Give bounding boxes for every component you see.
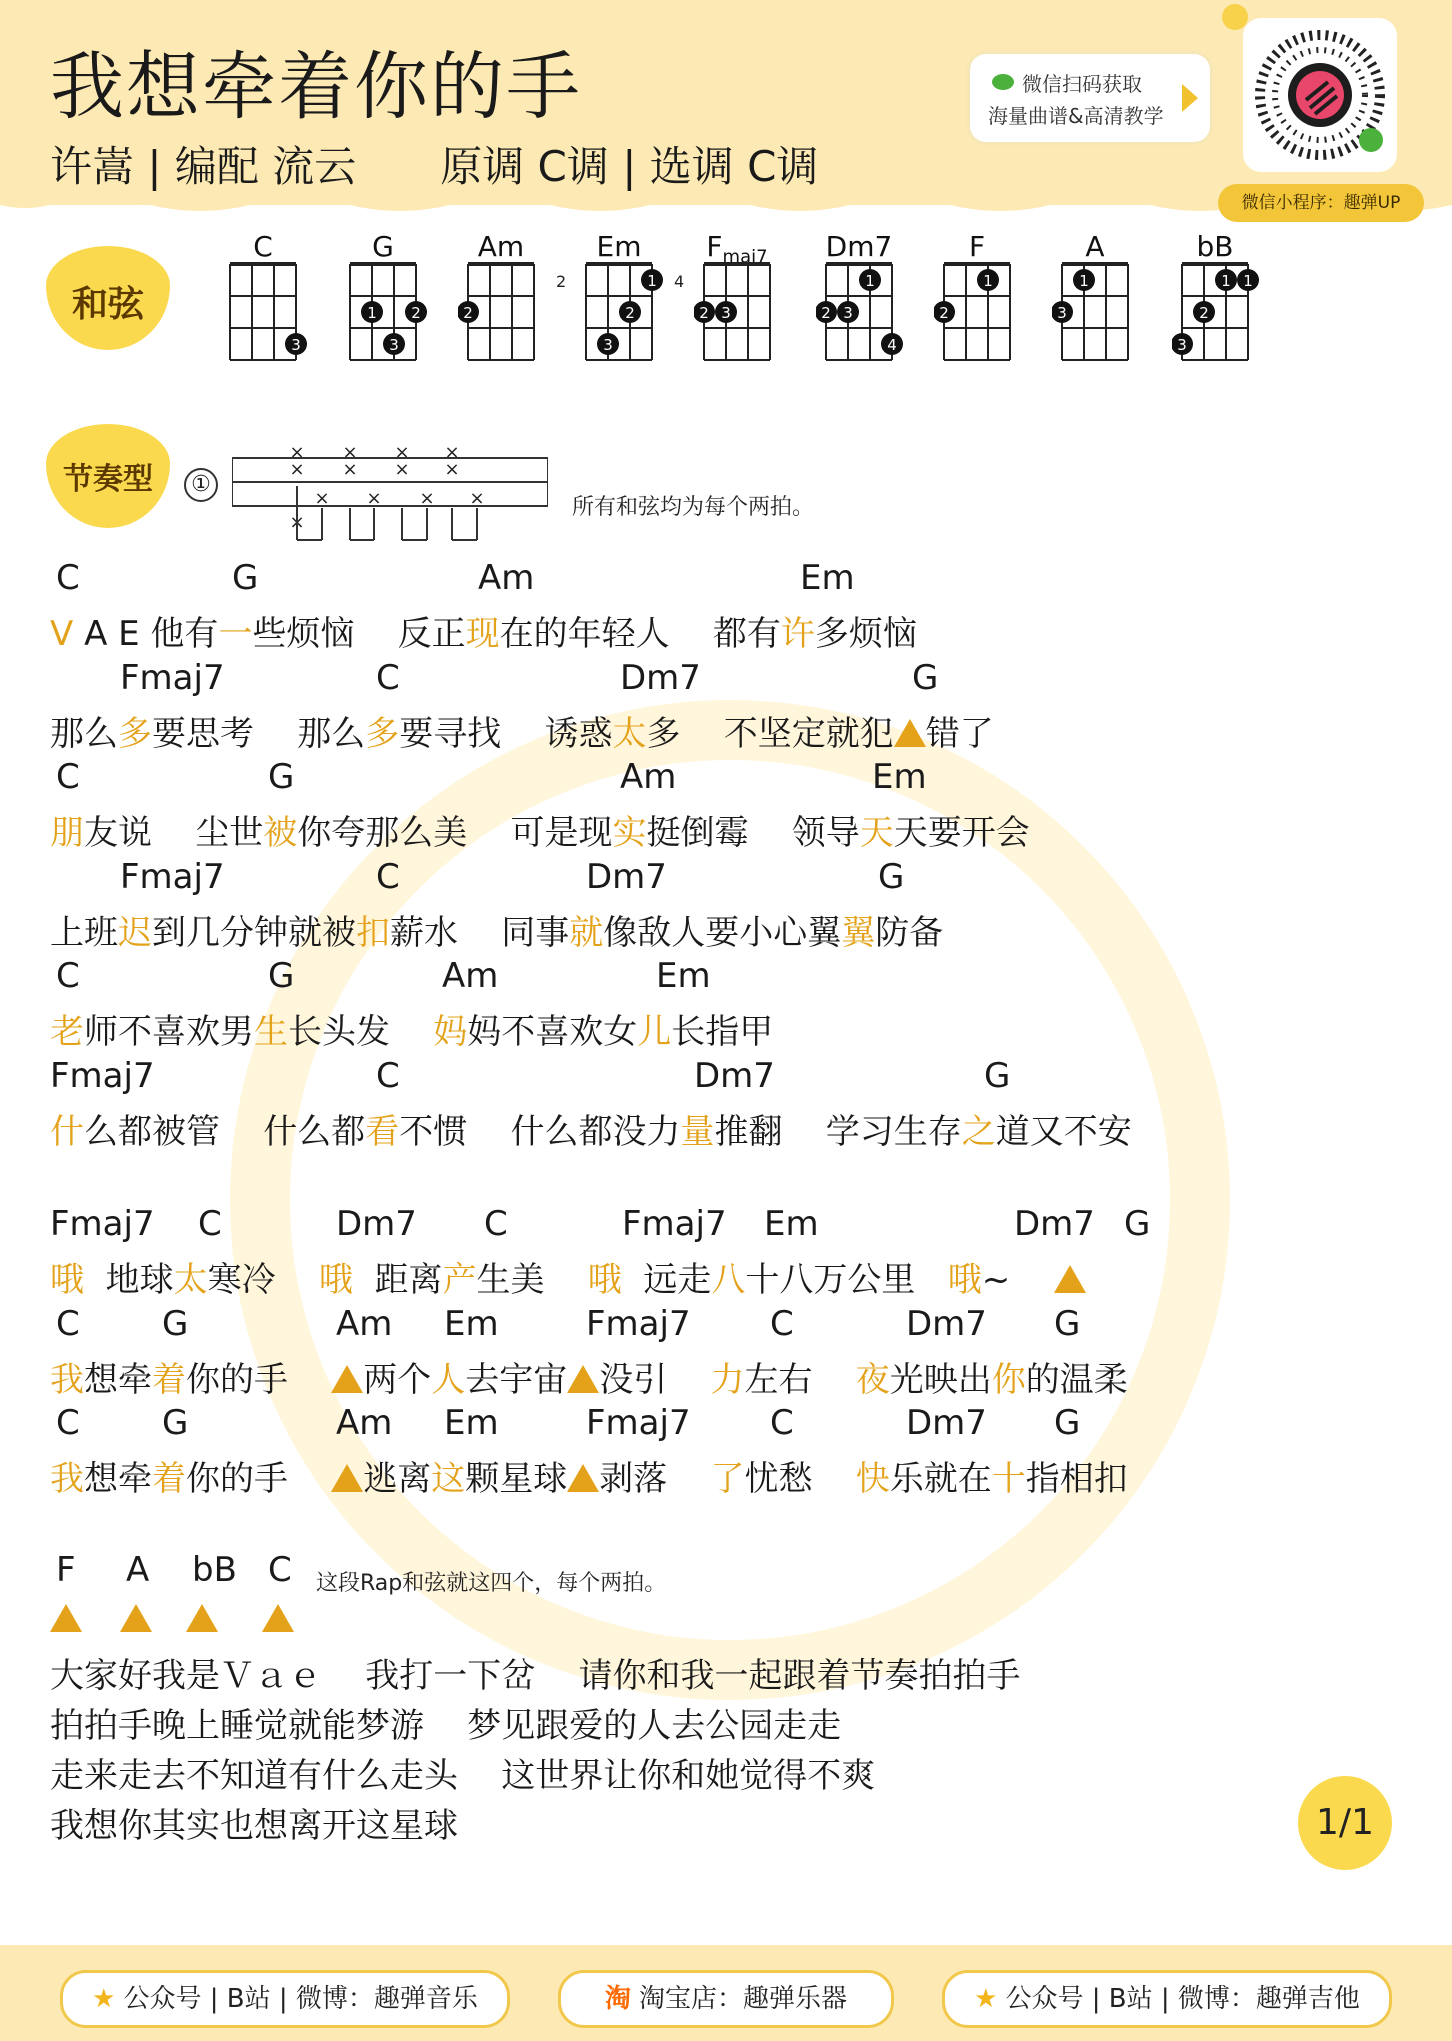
chord-symbol: Fmaj7 [50,1055,155,1096]
lyric-text: 师不喜欢男 [84,1012,254,1052]
chord-symbol: Dm7 [1014,1204,1095,1244]
lyric-accent: 翼 [841,912,876,953]
chord-badge-label: 和弦 [71,284,144,325]
lyric-accent: 你 [991,1359,1026,1400]
svg-text:1: 1 [1221,272,1231,290]
chord-symbol: Am [442,956,499,996]
footer-social-guitar[interactable] [942,1970,1392,2028]
chord-symbol: C [56,757,80,797]
chord-diagram [934,256,1034,366]
lyric-text: 你的手 [186,1459,332,1499]
lyric-accent: 被 [263,813,298,853]
svg-text:×: × [394,459,410,480]
chord-symbol: C [770,1403,794,1443]
lyric-text: 推翻 学习生存 [714,1111,962,1152]
promo-line2: 海量曲谱&高清教学 [988,104,1164,128]
lyric-text: 你的手 [186,1359,332,1400]
svg-text:2: 2 [821,304,831,322]
chord-symbol: G [162,1403,189,1443]
strum-triangle-icon [262,1604,294,1632]
chord-symbol: C [56,1303,80,1344]
lyric-accent: 扣 [356,912,390,953]
footer-social-music[interactable] [60,1970,510,2028]
lyric-text: 远走 [621,1260,712,1300]
chord-symbol: Dm7 [336,1204,417,1244]
strum-triangle-icon [50,1604,82,1632]
rap-lyric-line: 大家好我是Ｖａｅ 我打一下岔 请你和我一起跟着节奏拍拍手 [50,1656,1021,1696]
strum-triangle-icon [120,1604,152,1632]
chord-diagram [340,256,440,366]
lyric-text: 要思考 那么 [152,713,366,754]
footer-left-text: 公众号 | B站 | 微博：趣弹音乐 [123,1984,478,2014]
lyric-accent: 儿 [637,1012,672,1052]
svg-text:2: 2 [939,304,949,322]
chord-symbol: Em [444,1303,499,1344]
chord-name: G [372,230,394,263]
lyric-text: 长指甲 [671,1012,774,1052]
lyric-text: 想牵 [84,1459,152,1499]
lyric-text: A E 他有 [73,614,219,654]
lyric-accent: 八 [711,1260,746,1300]
chord-symbol: Dm7 [906,1303,987,1344]
arrow-right-icon [1182,84,1198,112]
chord-symbol: G [162,1303,189,1344]
svg-text:×: × [342,446,358,463]
rap-lyric-line: 走来走去不知道有什么走头 这世界让你和她觉得不爽 [50,1756,876,1796]
lyric-accent: 量 [680,1111,715,1152]
svg-text:3: 3 [603,336,613,354]
svg-text:×: × [366,488,382,509]
lyric-text: 么都被管 什么都 [84,1111,366,1152]
lyric-accent: 快 [855,1459,890,1499]
strum-triangle-icon [567,1365,599,1393]
lyric-accent: 现 [465,614,500,654]
svg-text:4: 4 [887,336,897,354]
star-icon: ★ [92,1984,116,2014]
lyric-text: 寒冷 [207,1260,319,1300]
lyric-line [50,805,1030,854]
lyric-text: 上班 [50,912,118,953]
lyric-accent: 着 [152,1359,186,1400]
lyric-accent: 看 [365,1111,400,1152]
lyric-accent: 太 [173,1260,208,1300]
lyric-text: 指相扣 [1025,1459,1128,1499]
svg-text:1: 1 [1243,272,1253,290]
lyric-accent: 这 [431,1459,466,1499]
strum-triangle-icon [567,1464,599,1492]
strum-triangle-icon [331,1365,363,1393]
chord-symbol: C [376,856,400,897]
lyric-accent: 产 [442,1260,477,1300]
lyric-accent: 力 [710,1359,745,1400]
lyric-text: 你夸那么美 可是现 [297,813,613,853]
chord-symbol: Em [800,558,855,598]
svg-text:3: 3 [1057,304,1067,322]
chord-symbol: G [232,558,259,598]
lyric-accent: 天 [859,813,894,853]
lyric-accent: 多 [118,713,152,754]
lyric-accent: 十 [991,1459,1026,1499]
rhythm-note: 所有和弦均为每个两拍。 [572,495,815,520]
qr-code-icon [1243,18,1397,172]
chord-symbol: Am [620,757,677,797]
svg-text:×: × [289,446,305,463]
lyric-accent: 就 [569,912,604,953]
lyric-accent: 我 [50,1459,84,1499]
lyric-line [50,905,943,954]
svg-text:1: 1 [1079,272,1089,290]
chord-diagram [1172,256,1272,366]
chord-diagram [458,256,558,366]
lyric-text: 距离 [352,1260,443,1300]
lyric-text: 像敌人要小心翼 [603,912,842,953]
chord-symbol: Em [656,956,711,996]
rap-chord-symbol: bB [192,1550,237,1590]
rhythm-badge [46,424,170,528]
chord-name: Em [596,230,642,263]
key-info: 原调 C调 | 选调 C调 [440,142,819,191]
lyric-text: 挺倒霉 领导 [646,813,860,853]
svg-text:×: × [419,488,435,509]
lyric-text: 不惯 什么都没力 [399,1111,681,1152]
strum-triangle-icon [894,719,926,747]
lyric-accent: V [50,614,74,654]
chord-symbol: C [198,1204,222,1244]
svg-text:2: 2 [1199,304,1209,322]
chord-diagram [576,256,676,366]
chord-symbol: C [56,558,80,598]
lyric-accent: 实 [612,813,647,853]
lyric-accent: 着 [152,1459,186,1499]
lyric-text: 长头发 [288,1012,434,1052]
lyric-text: 左右 [744,1359,856,1400]
lyric-line [50,1252,1086,1301]
chord-badge [46,246,170,350]
lyric-accent: 什 [50,1111,84,1152]
chord-symbol: Fmaj7 [120,657,225,698]
wechat-icon [992,74,1014,90]
chord-symbol: Am [336,1303,393,1344]
chord-name: F [968,230,986,263]
lyric-text: 忧愁 [744,1459,856,1499]
lyric-text: 地球 [84,1260,174,1300]
chord-symbol: Fmaj7 [120,856,225,897]
footer-middle-text: 淘宝店：趣弹乐器 [639,1984,848,2014]
chord-symbol: Fmaj7 [50,1204,155,1244]
lyric-text: 要寻找 诱惑 [399,713,613,754]
page-number: 1/1 [1298,1776,1392,1870]
svg-text:3: 3 [843,304,853,322]
promo-line1: 微信扫码获取 [1022,72,1142,96]
strum-triangle-icon [1054,1265,1086,1293]
footer-taobao-shop[interactable] [558,1970,894,2028]
lyric-accent: 夜 [855,1359,890,1400]
chord-symbol: Dm7 [620,657,701,698]
lyric-text: 友说 尘世 [84,813,264,853]
lyric-accent: 之 [961,1111,996,1152]
svg-text:1: 1 [367,304,377,322]
rap-lyric-line: 拍拍手晚上睡觉就能梦游 梦见跟爱的人去公园走走 [50,1706,842,1746]
chord-symbol: Em [444,1403,499,1443]
lyric-accent: 一 [218,614,253,654]
lyric-accent: 太 [612,713,647,754]
svg-text:×: × [289,459,305,480]
svg-text:3: 3 [1177,336,1187,354]
svg-text:1: 1 [983,272,993,290]
lyric-line [50,1451,1128,1500]
lyric-accent: 哦 [587,1260,622,1300]
lyric-text: 多烦恼 [814,614,917,654]
lyric-accent: 人 [431,1359,466,1400]
svg-text:3: 3 [389,336,399,354]
lyric-accent: 妈 [433,1012,468,1052]
chord-symbol: G [1054,1303,1081,1344]
chord-symbol: Fmaj7 [586,1403,691,1443]
song-title: 我想牵着你的手 [50,44,582,130]
lyric-accent: 生 [254,1012,288,1052]
svg-text:×: × [289,512,305,533]
wechat-promo-button[interactable] [970,54,1210,142]
chord-symbol: C [484,1204,508,1244]
chord-symbol: G [268,956,295,996]
svg-text:×: × [314,488,330,509]
artist-arranger: 许嵩 | 编配 流云 [50,142,357,191]
rhythm-badge-label: 节奏型 [63,462,153,497]
lyric-text: 逃离 [363,1459,432,1499]
chord-name: Am [477,230,525,263]
lyric-line [50,1104,1132,1153]
lyric-text: 道又不安 [995,1111,1132,1152]
lyric-text: ~ [981,1260,1054,1300]
lyric-line [50,1352,1128,1401]
svg-text:3: 3 [291,336,301,354]
lyric-text: 防备 [875,912,944,953]
lyric-text: 在的年轻人 都有 [499,614,781,654]
chord-symbol: C [770,1303,794,1344]
svg-text:1: 1 [865,272,875,290]
chord-symbol: Dm7 [694,1055,775,1096]
taobao-icon: 淘 [604,1984,631,2014]
rhythm-pattern [232,446,548,546]
mini-program-label: 微信小程序：趣弹UP [1218,184,1424,222]
chord-symbol: Fmaj7 [622,1204,727,1244]
fret-label: 2 [556,272,567,291]
chord-symbol: C [376,1055,400,1096]
lyric-text: 颗星球 [465,1459,568,1499]
lyric-text: 没引 [599,1359,711,1400]
svg-text:×: × [444,459,460,480]
chord-name: Dm7 [825,230,893,263]
lyric-text: 薪水 同事 [390,912,570,953]
chord-symbol: G [1054,1403,1081,1443]
chord-symbol: G [912,657,939,698]
lyric-accent: 朋 [50,813,84,853]
lyric-accent: 许 [780,614,815,654]
chord-symbol: Em [872,757,927,797]
chord-symbol: G [878,856,905,897]
lyric-accent: 多 [365,713,400,754]
strum-triangle-icon [186,1604,218,1632]
chord-symbol: G [984,1055,1011,1096]
rap-chord-symbol: A [126,1550,150,1590]
lyric-text: 到几分钟就被 [152,912,356,953]
lyric-text: 生美 [476,1260,588,1300]
rhythm-index: ① [184,468,218,502]
lyric-accent: 哦 [50,1260,84,1300]
rap-chord-symbol: C [268,1550,292,1590]
lyric-text: 去宇宙 [465,1359,568,1400]
svg-text:1: 1 [647,272,657,290]
svg-text:2: 2 [699,304,709,322]
lyric-text: 的温柔 [1025,1359,1128,1400]
lyric-text: 那么 [50,713,118,754]
lyric-accent: 老 [50,1012,84,1052]
lyric-text: 十八万公里 [745,1260,948,1300]
chord-symbol: C [56,1403,80,1443]
lyric-line [50,1004,773,1053]
svg-text:2: 2 [411,304,421,322]
lyric-text: 乐就在 [889,1459,992,1499]
chord-symbol: C [376,657,400,698]
chord-diagram [1052,256,1152,366]
rap-note: 这段Rap和弦就这四个，每个两拍。 [316,1571,667,1596]
lyric-line [50,706,994,755]
lyric-text: 多 不坚定就犯 [646,713,894,754]
lyric-text: 妈不喜欢女 [467,1012,638,1052]
lyric-accent: 了 [710,1459,745,1499]
chord-symbol: Fmaj7 [586,1303,691,1344]
lyric-text: 些烦恼 反正 [252,614,466,654]
svg-text:×: × [394,446,410,463]
chord-name: C [253,230,273,263]
lyric-text: 剥落 [599,1459,711,1499]
svg-text:×: × [342,459,358,480]
chord-symbol: C [56,956,80,996]
svg-text:2: 2 [463,304,473,322]
lyric-text: 光映出 [889,1359,992,1400]
chord-symbol: G [1124,1204,1151,1244]
lyric-text: 两个 [363,1359,432,1400]
chord-diagram [220,256,320,366]
chord-diagram [694,256,794,366]
chord-symbol: Am [478,558,535,598]
chord-symbol: Dm7 [906,1403,987,1443]
chord-name: $F_{maj7}$ [706,230,768,268]
song-subtitle [50,134,818,194]
rap-lyric-line: 我想你其实也想离开这星球 [50,1806,458,1846]
lyric-accent: 我 [50,1359,84,1400]
qr-code[interactable] [1243,18,1397,172]
lyric-accent: 哦 [318,1260,353,1300]
svg-text:×: × [469,488,485,509]
strum-triangle-icon [331,1464,363,1492]
lyric-text: 天要开会 [893,813,1030,853]
chord-name: A [1085,230,1105,263]
chord-name: bB [1196,230,1234,263]
lyric-accent: 哦 [947,1260,982,1300]
footer-right-text: 公众号 | B站 | 微博：趣弹吉他 [1005,1984,1360,2014]
chord-symbol: Dm7 [586,856,667,897]
svg-text:2: 2 [625,304,635,322]
lyric-line [50,606,917,655]
chord-symbol: Em [764,1204,819,1244]
star-icon: ★ [974,1984,998,2014]
svg-text:3: 3 [721,304,731,322]
lyric-accent: 迟 [118,912,152,953]
chord-symbol: G [268,757,295,797]
chord-diagram [816,256,916,366]
rap-chord-symbol: F [56,1550,76,1590]
fret-label: 4 [674,272,685,291]
chord-symbol: Am [336,1403,393,1443]
lyric-text: 错了 [925,713,994,754]
lyric-text: 想牵 [84,1359,152,1400]
svg-text:×: × [444,446,460,463]
